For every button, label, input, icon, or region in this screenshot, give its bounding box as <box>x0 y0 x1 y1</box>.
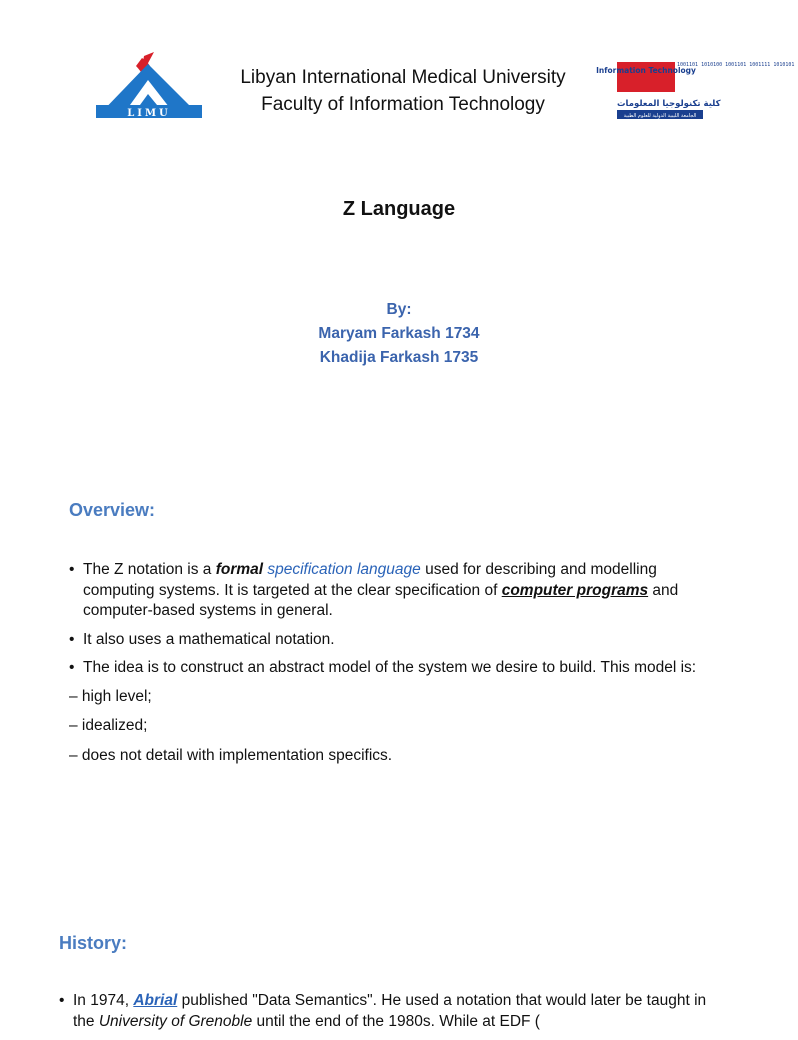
list-item: – high level; <box>69 687 152 705</box>
list-item: • The idea is to construct an abstract model of the system we desire to build. This model is: <box>69 658 699 679</box>
it-faculty-logo-icon <box>596 60 795 120</box>
overview-heading: Overview: <box>69 500 156 520</box>
faculty-name: Faculty of Information Technology <box>261 94 545 115</box>
svg-text:1001101 1010100 1001101 100111: 1001101 1010100 1001101 1001111 1010101 <box>677 62 795 68</box>
university-name: Libyan International Medical University <box>240 67 566 88</box>
overview-list <box>69 560 699 775</box>
header-institution <box>200 64 606 118</box>
svg-text:كلية تكنولوجيا المعلومات: كلية تكنولوجيا المعلومات <box>617 99 721 109</box>
bullet-icon: • <box>69 561 75 578</box>
abrial-link[interactable]: Abrial <box>133 992 178 1009</box>
history-list <box>59 991 719 1040</box>
list-item: • It also uses a mathematical notation. <box>69 630 699 651</box>
authors-by-label: By: <box>386 301 412 318</box>
list-item: • In 1974, Abrial published "Data Semantics". He used a notation that would later be taught in the University of Grenoble until the end of the 1980s. While at EDF ( <box>59 992 707 1030</box>
limu-logo-icon <box>92 50 206 120</box>
bullet-icon: • <box>69 659 75 676</box>
university-of-grenoble: University of Grenoble <box>98 1012 253 1030</box>
bullet-icon: • <box>69 630 75 648</box>
svg-text:LIMU: LIMU <box>127 108 171 119</box>
list-item: – idealized; <box>69 717 148 734</box>
document-title: Z Language <box>342 198 456 220</box>
bullet-icon: • <box>59 992 65 1009</box>
svg-text:Information Technology: Information Technology <box>596 66 696 75</box>
list-item: • The Z notation is a formal specification language used for describing and modelling computing systems. It is targeted at the clear specification of computer programs and computer-based systems in general. <box>69 561 679 619</box>
formal-emphasis: formal <box>215 561 264 578</box>
specification-language-link[interactable]: specification language <box>267 561 421 578</box>
list-item: – does not detail with implementation specifics. <box>69 746 393 764</box>
history-heading: History: <box>59 933 128 953</box>
authors-block <box>0 298 798 370</box>
computer-programs-link[interactable]: computer programs <box>501 581 649 599</box>
author-1: Maryam Farkash 1734 <box>318 325 480 342</box>
author-2: Khadija Farkash 1735 <box>319 349 479 366</box>
svg-text:الجامعة الليبية الدولية للعلوم: الجامعة الليبية الدولية للعلوم الطبية <box>623 113 697 119</box>
